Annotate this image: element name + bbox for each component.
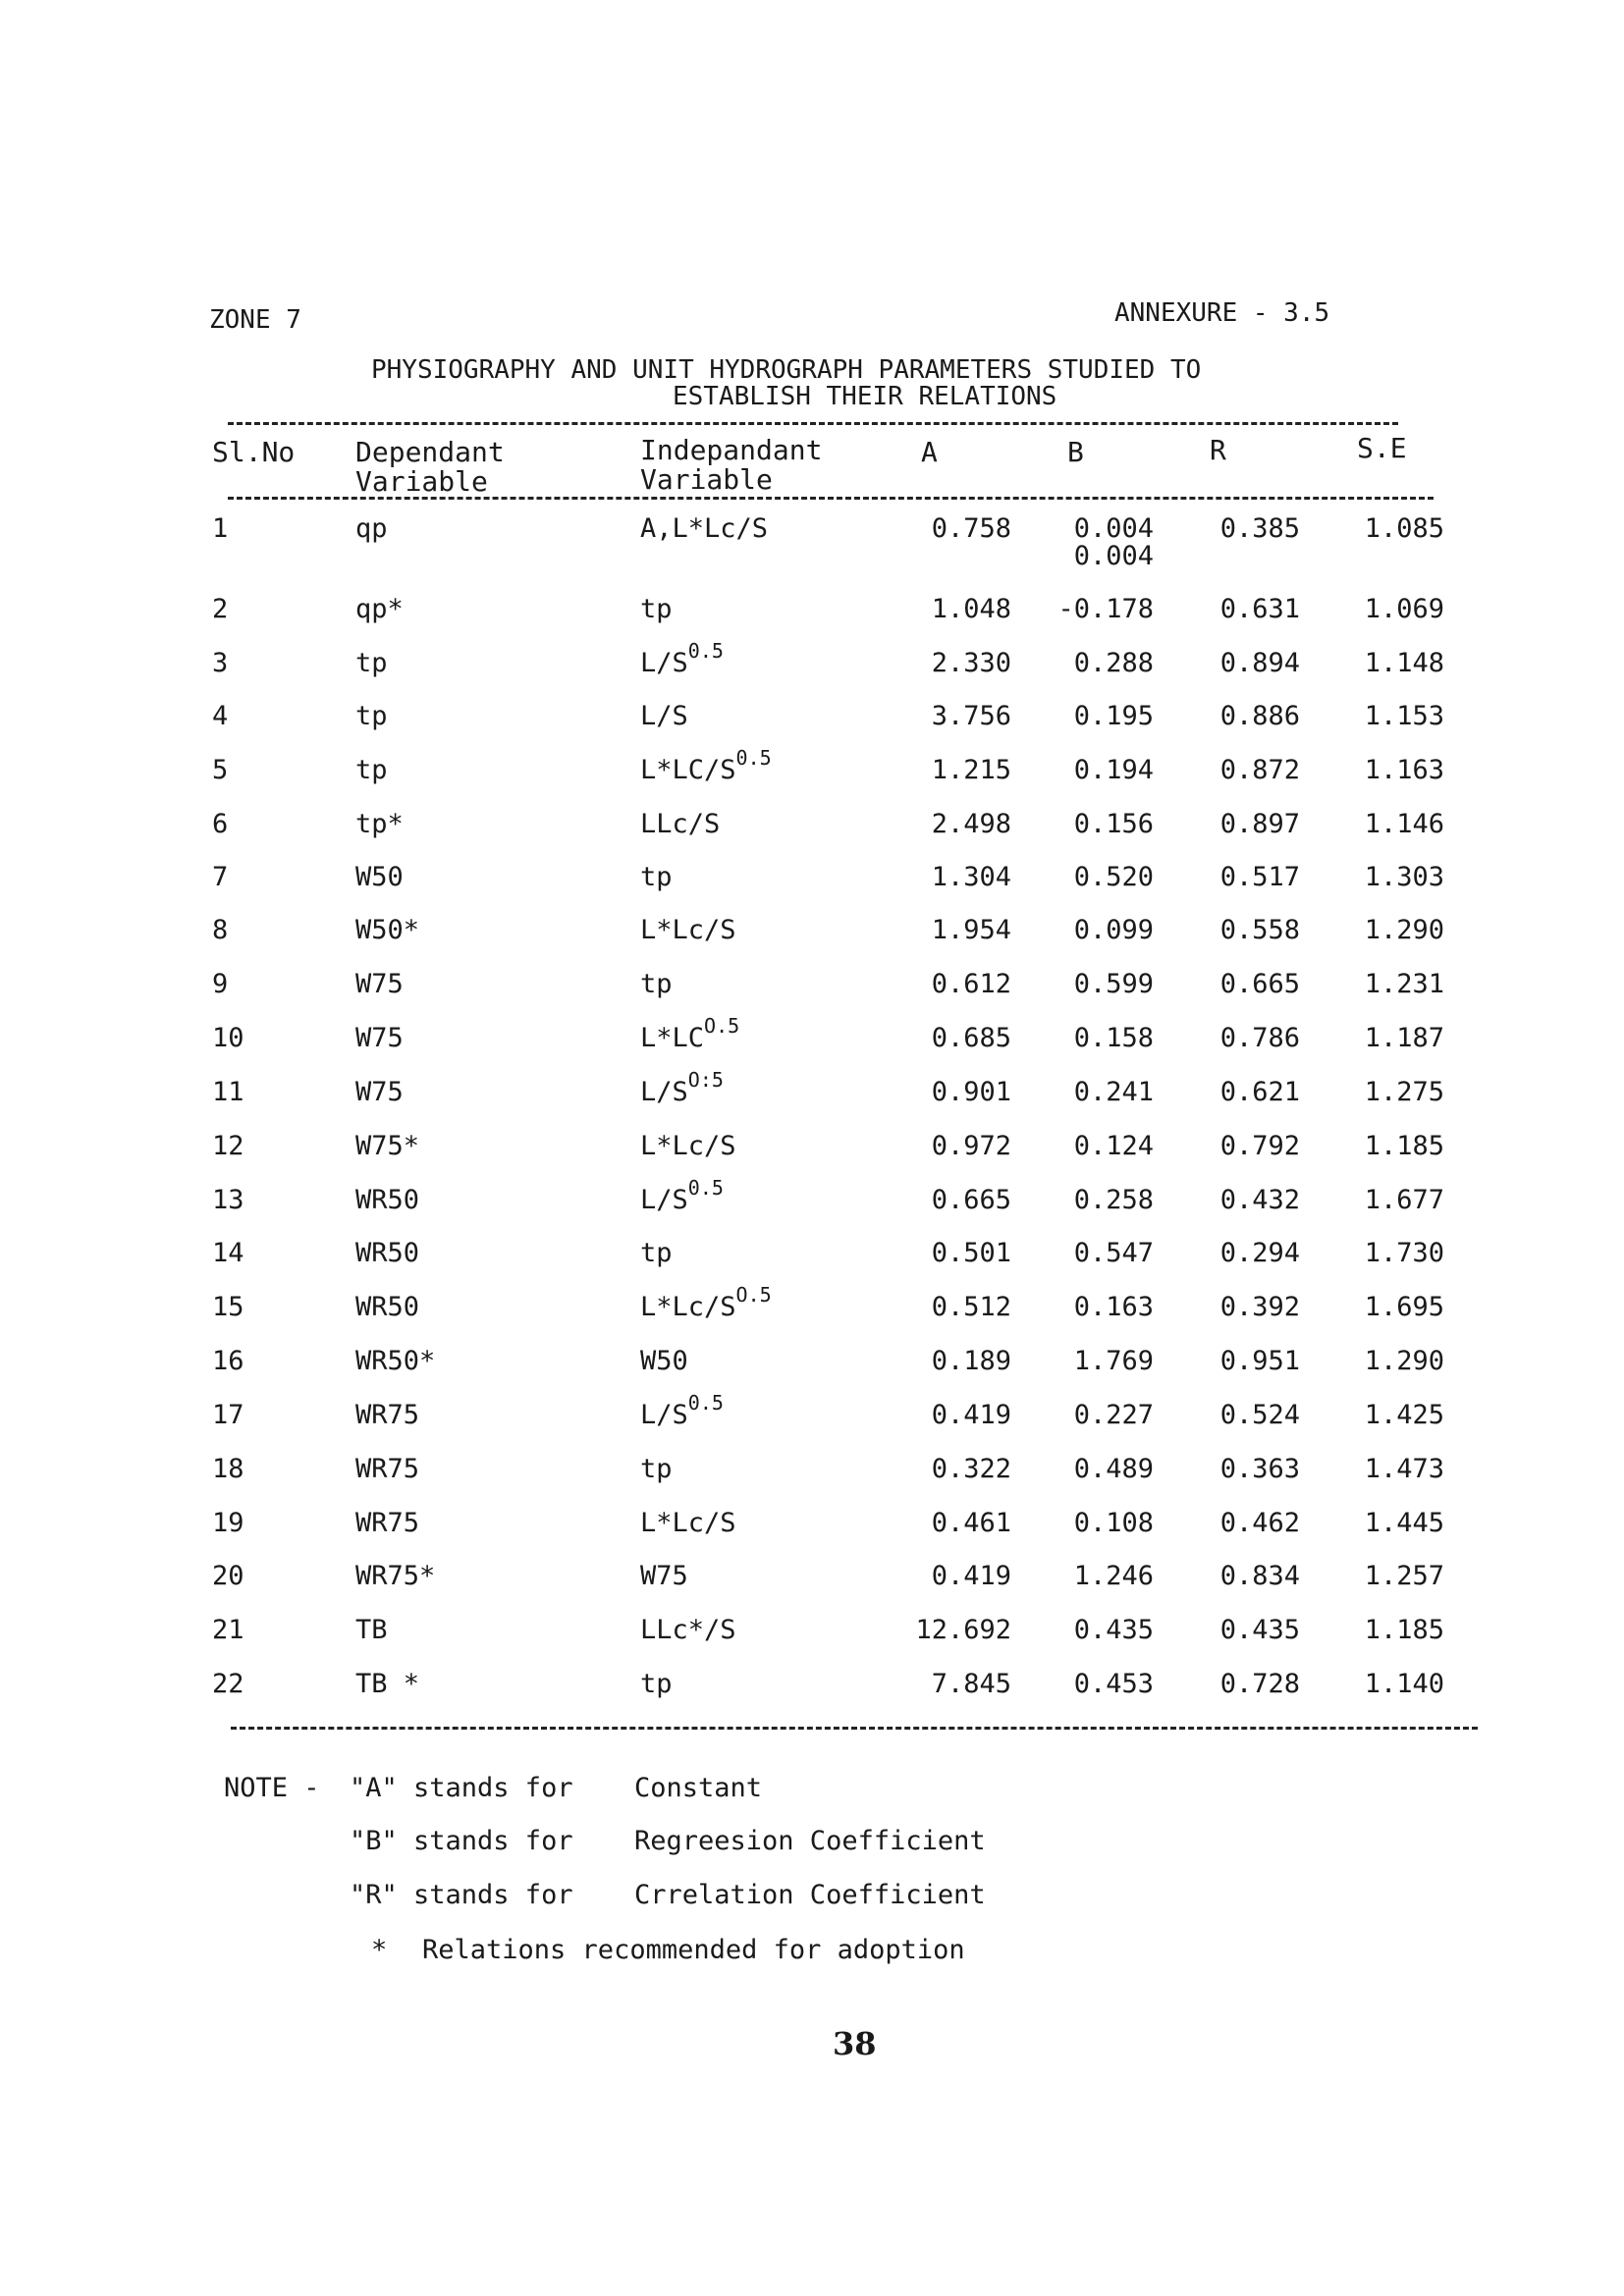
col-header-se: S.E — [1357, 432, 1407, 464]
cell-se: 1.153 — [1364, 701, 1444, 731]
cell-dependant: TB — [355, 1615, 388, 1645]
cell-dependant: W50* — [355, 915, 420, 945]
cell-independant: LLc*/S — [640, 1615, 736, 1645]
cell-b: 0.194 — [1073, 755, 1154, 785]
cell-se: 1.146 — [1364, 809, 1444, 839]
cell-b: 0.599 — [1073, 969, 1154, 999]
cell-r: 0.392 — [1219, 1292, 1300, 1322]
table-row — [0, 1561, 1624, 1600]
table-row — [0, 1176, 1624, 1224]
exponent: 0.5 — [687, 1391, 724, 1415]
note-b-key: "B" stands for — [350, 1826, 573, 1856]
cell-r: 0.621 — [1219, 1077, 1300, 1107]
col-header-dependant-line1: Dependant — [355, 436, 505, 468]
cell-sl: 6 — [212, 809, 229, 839]
cell-b: 0.156 — [1073, 809, 1154, 839]
cell-sl: 8 — [212, 915, 229, 945]
cell-a: 7.845 — [931, 1669, 1011, 1699]
cell-r: 0.665 — [1219, 969, 1300, 999]
cell-se: 1.303 — [1364, 862, 1444, 892]
note-b-value: Regreesion Coefficient — [634, 1826, 986, 1856]
cell-a: 3.756 — [931, 701, 1011, 731]
cell-a: 1.215 — [931, 755, 1011, 785]
cell-independant: L*Lc/S — [640, 915, 736, 945]
cell-sl: 16 — [212, 1346, 244, 1376]
annexure-label: ANNEXURE - 3.5 — [1114, 298, 1330, 328]
cell-independant: $L/S^{0.5}$ — [640, 1391, 724, 1430]
cell-b: 0.108 — [1073, 1508, 1154, 1538]
cell-dependant: WR50 — [355, 1185, 420, 1215]
table-row — [0, 513, 1624, 571]
cell-a: 1.954 — [931, 915, 1011, 945]
note-prefix: NOTE - — [224, 1773, 320, 1803]
cell-dependant: tp — [355, 648, 388, 678]
cell-r: 0.462 — [1219, 1508, 1300, 1538]
cell-independant: A,L*Lc/S — [640, 513, 769, 544]
col-header-dependant-line2: Variable — [355, 465, 488, 498]
cell-sl: 20 — [212, 1561, 244, 1591]
cell-b: -0.178 — [1057, 594, 1154, 624]
cell-a: 0.501 — [931, 1238, 1011, 1268]
cell-dependant: WR75 — [355, 1508, 420, 1538]
table-row — [0, 969, 1624, 1008]
cell-dependant: qp — [355, 513, 388, 544]
cell-dependant: WR75 — [355, 1454, 420, 1484]
note-r-key: "R" stands for — [350, 1880, 573, 1910]
table-row — [0, 1391, 1624, 1439]
cell-independant: $L*Lc/S^{O.5}$ — [640, 1283, 772, 1322]
cell-a: 0.665 — [931, 1185, 1011, 1215]
cell-independant: $L/S^{0.5}$ — [640, 1176, 724, 1215]
cell-sl: 18 — [212, 1454, 244, 1484]
table-row — [0, 915, 1624, 954]
cell-r: 0.897 — [1219, 809, 1300, 839]
cell-independant: LLc/S — [640, 809, 721, 839]
cell-independant: tp — [640, 1238, 673, 1268]
cell-dependant: WR50 — [355, 1292, 420, 1322]
col-header-b: B — [1067, 436, 1084, 468]
cell-r: 0.886 — [1219, 701, 1300, 731]
cell-a: 0.972 — [931, 1131, 1011, 1161]
cell-sl: 22 — [212, 1669, 244, 1699]
cell-se: 1.085 — [1364, 513, 1444, 544]
col-header-independant — [640, 436, 822, 495]
exponent: O.5 — [704, 1014, 740, 1038]
cell-a: 0.322 — [931, 1454, 1011, 1484]
cell-a: 0.685 — [931, 1023, 1011, 1053]
cell-independant: tp — [640, 1454, 673, 1484]
cell-sl: 19 — [212, 1508, 244, 1538]
cell-dependant: tp — [355, 755, 388, 785]
cell-b: 0.547 — [1073, 1238, 1154, 1268]
cell-a: 2.498 — [931, 809, 1011, 839]
cell-se: 1.163 — [1364, 755, 1444, 785]
cell-b: 0.489 — [1073, 1454, 1154, 1484]
cell-r: 0.872 — [1219, 755, 1300, 785]
cell-sl: 14 — [212, 1238, 244, 1268]
table-top-rule — [228, 422, 1398, 425]
table-row — [0, 1615, 1624, 1654]
cell-dependant: tp — [355, 701, 388, 731]
page-title-line-1: PHYSIOGRAPHY AND UNIT HYDROGRAPH PARAMETERS STUDIED TO — [371, 355, 1202, 385]
cell-independant: $L*LC^{O.5}$ — [640, 1014, 740, 1053]
cell-sl: 10 — [212, 1023, 244, 1053]
table-row — [0, 1131, 1624, 1170]
cell-r: 0.524 — [1219, 1400, 1300, 1430]
cell-se: 1.445 — [1364, 1508, 1444, 1538]
cell-dependant: W75* — [355, 1131, 420, 1161]
cell-sl: 2 — [212, 594, 229, 624]
table-row — [0, 1014, 1624, 1062]
table-row — [0, 1508, 1624, 1547]
cell-r: 0.786 — [1219, 1023, 1300, 1053]
table-row — [0, 862, 1624, 901]
cell-r: 0.951 — [1219, 1346, 1300, 1376]
col-header-independant-line1: Indepandant — [640, 434, 823, 466]
cell-se: 1.425 — [1364, 1400, 1444, 1430]
cell-independant: W50 — [640, 1346, 688, 1376]
note-star-text: Relations recommended for adoption — [422, 1935, 965, 1965]
table-row — [0, 1346, 1624, 1385]
cell-a: 12.692 — [915, 1615, 1011, 1645]
cell-sl: 3 — [212, 648, 229, 678]
cell-b: 0.241 — [1073, 1077, 1154, 1107]
cell-dependant: WR50 — [355, 1238, 420, 1268]
cell-b: 0.258 — [1073, 1185, 1154, 1215]
cell-b: 0.195 — [1073, 701, 1154, 731]
cell-se: 1.185 — [1364, 1131, 1444, 1161]
cell-b: 1.769 — [1073, 1346, 1154, 1376]
table-row — [0, 594, 1624, 633]
cell-independant: tp — [640, 862, 673, 892]
cell-se: 1.185 — [1364, 1615, 1444, 1645]
cell-r: 0.435 — [1219, 1615, 1300, 1645]
cell-independant: L/S — [640, 701, 688, 731]
cell-se: 1.290 — [1364, 915, 1444, 945]
cell-b: 0.004 — [1073, 513, 1154, 544]
cell-dependant: W75 — [355, 1023, 404, 1053]
cell-b: 0.124 — [1073, 1131, 1154, 1161]
table-bottom-rule — [231, 1727, 1478, 1730]
table-row — [0, 1068, 1624, 1116]
cell-independant: $L/S^{O:5}$ — [640, 1068, 724, 1107]
cell-dependant: WR75 — [355, 1400, 420, 1430]
col-header-independant-line2: Variable — [640, 463, 773, 496]
cell-se: 1.257 — [1364, 1561, 1444, 1591]
cell-se: 1.677 — [1364, 1185, 1444, 1215]
note-a-key: "A" stands for — [350, 1773, 573, 1803]
cell-sl: 15 — [212, 1292, 244, 1322]
cell-sl: 1 — [212, 513, 229, 544]
cell-dependant: TB * — [355, 1669, 420, 1699]
cell-independant: $L/S^{0.5}$ — [640, 639, 724, 678]
cell-se: 1.275 — [1364, 1077, 1444, 1107]
cell-a: 0.189 — [931, 1346, 1011, 1376]
exponent: 0.5 — [687, 639, 724, 663]
cell-a: 2.330 — [931, 648, 1011, 678]
cell-r: 0.385 — [1219, 513, 1300, 544]
cell-r: 0.728 — [1219, 1669, 1300, 1699]
cell-b: 0.163 — [1073, 1292, 1154, 1322]
cell-independant: tp — [640, 594, 673, 624]
cell-independant: tp — [640, 1669, 673, 1699]
table-row — [0, 1238, 1624, 1277]
col-header-r: R — [1210, 434, 1226, 466]
col-header-dependant — [355, 438, 505, 497]
cell-sl: 4 — [212, 701, 229, 731]
table-row — [0, 1454, 1624, 1493]
cell-b: 0.158 — [1073, 1023, 1154, 1053]
cell-dependant: tp* — [355, 809, 404, 839]
cell-independant: tp — [640, 969, 673, 999]
cell-a: 1.304 — [931, 862, 1011, 892]
exponent: O:5 — [687, 1068, 724, 1092]
cell-dependant: WR50* — [355, 1346, 436, 1376]
cell-se: 1.290 — [1364, 1346, 1444, 1376]
cell-sl: 17 — [212, 1400, 244, 1430]
page-number: 38 — [833, 2025, 877, 2062]
cell-a: 0.419 — [931, 1561, 1011, 1591]
cell-sl: 21 — [212, 1615, 244, 1645]
cell-b: 0.453 — [1073, 1669, 1154, 1699]
cell-r: 0.631 — [1219, 594, 1300, 624]
cell-independant: L*Lc/S — [640, 1508, 736, 1538]
zone-label: ZONE 7 — [209, 305, 301, 335]
cell-independant: L*Lc/S — [640, 1131, 736, 1161]
table-row — [0, 1283, 1624, 1331]
cell-sl: 11 — [212, 1077, 244, 1107]
cell-se: 1.730 — [1364, 1238, 1444, 1268]
note-a-value: Constant — [634, 1773, 763, 1803]
cell-sl: 7 — [212, 862, 229, 892]
col-header-sl: Sl.No — [212, 436, 296, 468]
cell-a: 1.048 — [931, 594, 1011, 624]
cell-a: 0.419 — [931, 1400, 1011, 1430]
col-header-a: A — [921, 436, 938, 468]
cell-a: 0.901 — [931, 1077, 1011, 1107]
note-star-symbol: * — [371, 1935, 388, 1965]
cell-dependant: W75 — [355, 969, 404, 999]
cell-se: 1.473 — [1364, 1454, 1444, 1484]
cell-r: 0.363 — [1219, 1454, 1300, 1484]
table-row — [0, 701, 1624, 740]
cell-r: 0.894 — [1219, 648, 1300, 678]
cell-se: 1.187 — [1364, 1023, 1444, 1053]
cell-independant: $L*LC/S^{0.5}$ — [640, 746, 772, 785]
cell-sl: 12 — [212, 1131, 244, 1161]
exponent: 0.5 — [735, 746, 772, 770]
cell-a: 0.612 — [931, 969, 1011, 999]
cell-sl: 5 — [212, 755, 229, 785]
table-row — [0, 746, 1624, 794]
cell-b-second-line: 0.004 — [1073, 541, 1154, 571]
cell-dependant: WR75* — [355, 1561, 436, 1591]
page-title-line-2: ESTABLISH THEIR RELATIONS — [673, 382, 1057, 411]
cell-r: 0.558 — [1219, 915, 1300, 945]
cell-sl: 13 — [212, 1185, 244, 1215]
cell-dependant: W75 — [355, 1077, 404, 1107]
cell-se: 1.231 — [1364, 969, 1444, 999]
cell-b: 0.520 — [1073, 862, 1154, 892]
cell-sl: 9 — [212, 969, 229, 999]
cell-r: 0.294 — [1219, 1238, 1300, 1268]
cell-b: 0.227 — [1073, 1400, 1154, 1430]
cell-se: 1.148 — [1364, 648, 1444, 678]
cell-dependant: W50 — [355, 862, 404, 892]
cell-a: 0.512 — [931, 1292, 1011, 1322]
exponent: O.5 — [735, 1283, 772, 1307]
cell-se: 1.695 — [1364, 1292, 1444, 1322]
cell-r: 0.432 — [1219, 1185, 1300, 1215]
cell-r: 0.517 — [1219, 862, 1300, 892]
cell-r: 0.834 — [1219, 1561, 1300, 1591]
cell-b: 1.246 — [1073, 1561, 1154, 1591]
cell-b: 0.099 — [1073, 915, 1154, 945]
table-row — [0, 809, 1624, 848]
exponent: 0.5 — [687, 1176, 724, 1200]
note-r-value: Crrelation Coefficient — [634, 1880, 986, 1910]
cell-b: 0.435 — [1073, 1615, 1154, 1645]
cell-r: 0.792 — [1219, 1131, 1300, 1161]
cell-a: 0.461 — [931, 1508, 1011, 1538]
cell-dependant: qp* — [355, 594, 404, 624]
cell-se: 1.069 — [1364, 594, 1444, 624]
cell-b: 0.288 — [1073, 648, 1154, 678]
cell-independant: W75 — [640, 1561, 688, 1591]
cell-a: 0.758 — [931, 513, 1011, 544]
table-header-rule — [228, 497, 1434, 500]
cell-se: 1.140 — [1364, 1669, 1444, 1699]
table-row — [0, 1669, 1624, 1708]
table-row — [0, 639, 1624, 687]
